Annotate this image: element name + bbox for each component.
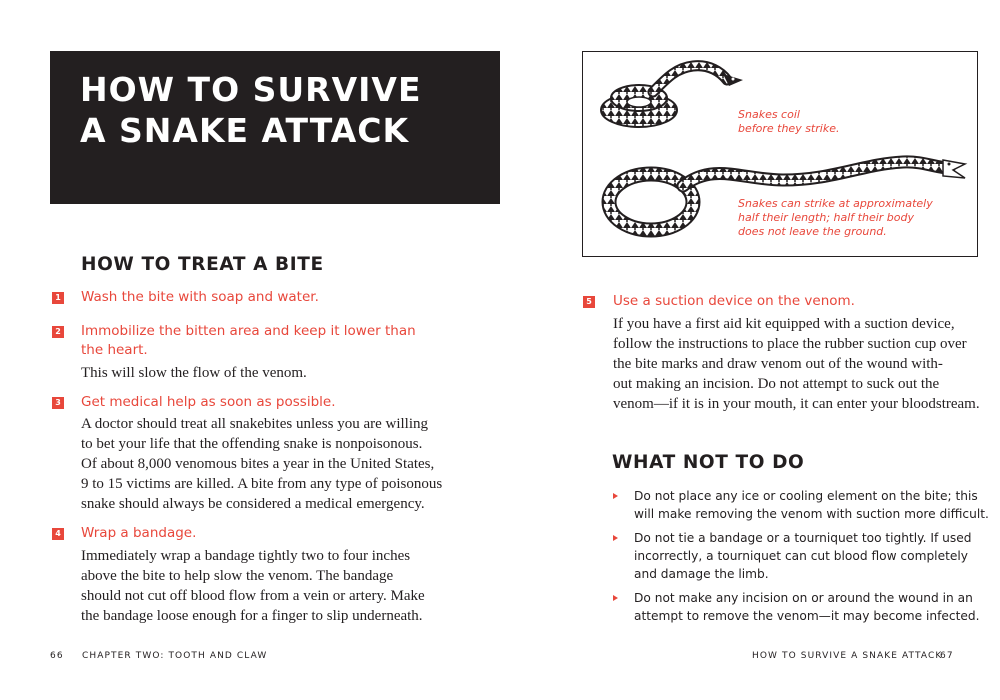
step-3-body: A doctor should treat all snakebites unless you are willing [81,416,429,432]
page-number-left: 66 [50,651,64,661]
step-5-body: If you have a first aid kit equipped with a suction device, [613,316,955,332]
step-2-title: the heart. [81,342,148,358]
step-3-body: snake should always be considered a medical emergency. [81,496,425,512]
bullet-text: and damage the limb. [634,567,769,581]
bullet-arrow-icon [613,535,618,541]
bullet-text: incorrectly, a tourniquet can cut blood flow completely [634,549,968,563]
caption-strike: Snakes can strike at approximately [738,197,933,210]
coiled-snake-top [601,66,743,127]
step-2-body: This will slow the flow of the venom. [81,365,307,381]
title-block [50,51,500,204]
step-4-body: should not cut off blood flow from a vein or artery. Make [81,588,425,604]
step-5-title: Use a suction device on the venom. [613,293,855,309]
step-4-body: above the bite to help slow the venom. The bandage [81,568,394,584]
snake-illustration-frame [582,51,978,257]
section-heading-what-not: WHAT NOT TO DO [612,452,805,473]
step-4-body: Immediately wrap a bandage tightly two to four inches [81,548,411,564]
step-2-title: Immobilize the bitten area and keep it lower than [81,323,416,339]
running-footer-title: HOW TO SURVIVE A SNAKE ATTACK [752,651,943,661]
step-5-body: venom—if it is in your mouth, it can enter your bloodstream. [613,396,980,412]
bullet-text: Do not tie a bandage or a tourniquet too tightly. If used [634,531,972,545]
step-3-body: Of about 8,000 venomous bites a year in the United States, [81,456,435,472]
bullet-arrow-icon [613,595,618,601]
step-number-badge: 2 [52,326,64,338]
step-3-body: 9 to 15 victims are killed. A bite from any type of poisonous [81,476,443,492]
running-footer-chapter: CHAPTER TWO: TOOTH AND CLAW [82,651,268,661]
step-number-badge: 5 [583,296,595,308]
step-3-body: to bet your life that the offending snake is nonpoisonous. [81,436,423,452]
step-number-badge: 1 [52,292,64,304]
bullet-text: will make removing the venom with suction more difficult. [634,507,989,521]
caption-strike: half their length; half their body [738,211,914,224]
page-title-line-2: A SNAKE ATTACK [80,111,410,150]
caption-strike: does not leave the ground. [738,225,887,238]
bullet-text: Do not make any incision on or around the wound in an [634,591,973,605]
page-number-right: 67 [940,651,954,661]
section-heading-treat: HOW TO TREAT A BITE [81,254,324,275]
step-4-body: the bandage loose enough for a finger to slip underneath. [81,608,423,624]
step-5-body: out making an incision. Do not attempt to suck out the [613,376,940,392]
bullet-text: attempt to remove the venom—it may become infected. [634,609,980,623]
page-title-line-1: HOW TO SURVIVE [80,70,422,109]
step-1-title: Wash the bite with soap and water. [81,289,319,305]
step-number-badge: 3 [52,397,64,409]
bullet-text: Do not place any ice or cooling element on the bite; this [634,489,978,503]
caption-coil: before they strike. [738,122,840,135]
step-number-badge: 4 [52,528,64,540]
bullet-arrow-icon [613,493,618,499]
step-4-title: Wrap a bandage. [81,525,197,541]
step-5-body: the bite marks and draw venom out of the wound with- [613,356,943,372]
caption-coil: Snakes coil [738,108,800,121]
step-3-title: Get medical help as soon as possible. [81,394,336,410]
step-5-body: follow the instructions to place the rubber suction cup over [613,336,967,352]
